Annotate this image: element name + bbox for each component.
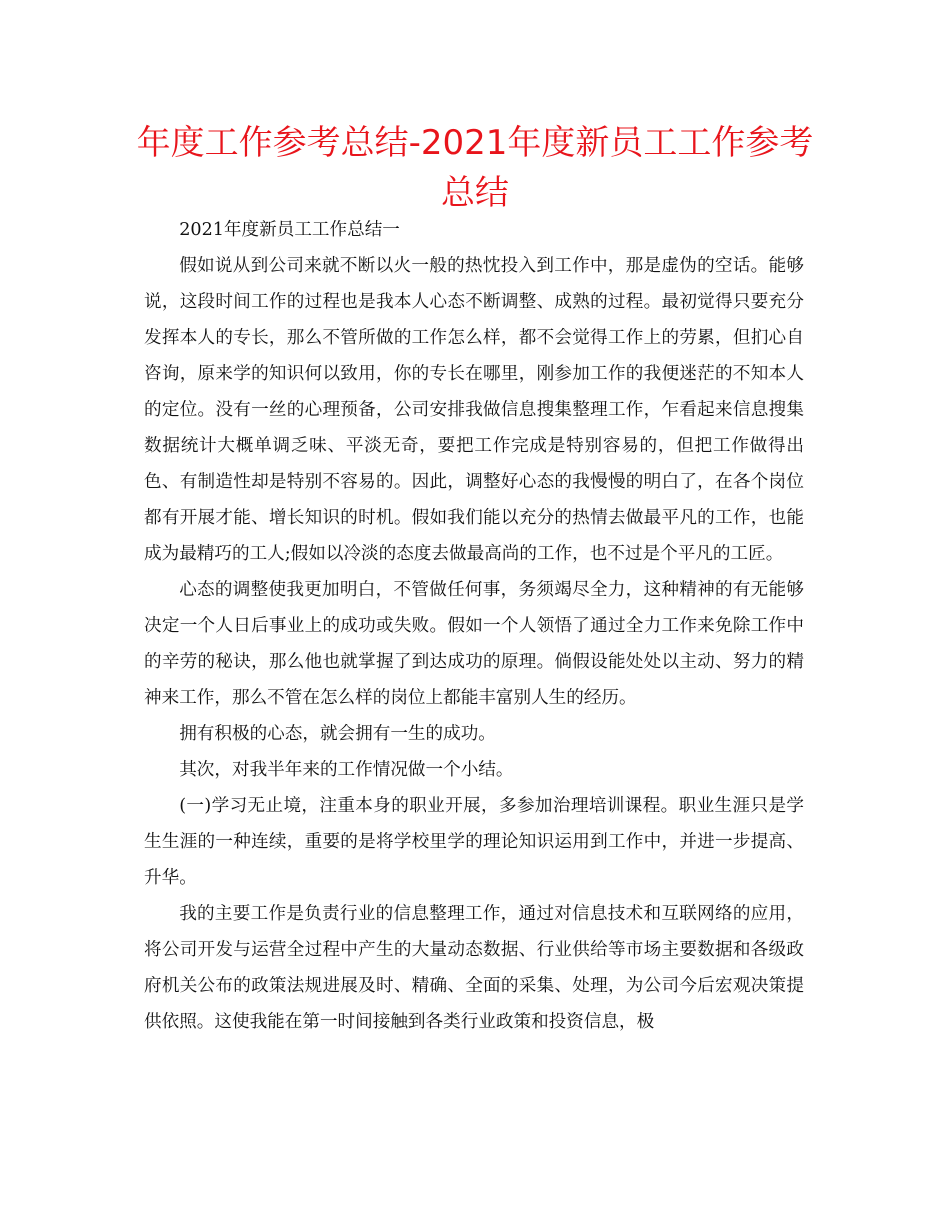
paragraph: 心态的调整使我更加明白，不管做任何事，务须竭尽全力，这种精神的有无能够决定一个人日后事业上的成功或失败。假如一个人领悟了通过全力工作来免除工作中的辛劳的秘诀，那么他也就掌握了到达成功的原理。倘假设能处处以主动、努力的精神来工作，那么不管在怎么样的岗位上都能丰富别人生的经历。	[144, 580, 804, 708]
paragraph: 我的主要工作是负责行业的信息整理工作，通过对信息技术和互联网络的应用，将公司开发与运营全过程中产生的大量动态数据、行业供给等市场主要数据和各级政府机关公布的政策法规进展及时、精确、全面的采集、处理，为公司今后宏观决策提供依照。这使我能在第一时间接触到各类行业政策和投资信息，极	[144, 904, 804, 1032]
section-subtitle: 2021年度新员工工作总结一	[179, 220, 400, 240]
paragraph: 拥有积极的心态，就会拥有一生的成功。	[179, 724, 496, 744]
paragraph: (一)学习无止境，注重本身的职业开展，多参加治理培训课程。职业生涯只是学生生涯的一种连续，重要的是将学校里学的理论知识运用到工作中，并进一步提高、升华。	[144, 796, 804, 888]
document-title: 年度工作参考总结-2021年度新员工工作参考总结	[136, 123, 814, 213]
document-body	[144, 212, 804, 1040]
paragraph: 假如说从到公司来就不断以火一般的热忱投入到工作中，那是虚伪的空话。能够说，这段时间工作的过程也是我本人心态不断调整、成熟的过程。最初觉得只要充分发挥本人的专长，那么不管所做的工作怎么样，都不会觉得工作上的劳累，但扪心自咨询，原来学的知识何以致用，你的专长在哪里，刚参加工作的我便迷茫的不知本人的定位。没有一丝的心理预备，公司安排我做信息搜集整理工作，乍看起来信息搜集数据统计大概单调乏味、平淡无奇，要把工作完成是特别容易的，但把工作做得出色、有制造性却是特别不容易的。因此，调整好心态的我慢慢的明白了，在各个岗位都有开展才能、增长知识的时机。假如我们能以充分的热情去做最平凡的工作，也能成为最精巧的工人;假如以冷淡的态度去做最高尚的工作，也不过是个平凡的工匠。	[144, 256, 804, 564]
paragraph: 其次，对我半年来的工作情况做一个小结。	[179, 760, 514, 780]
